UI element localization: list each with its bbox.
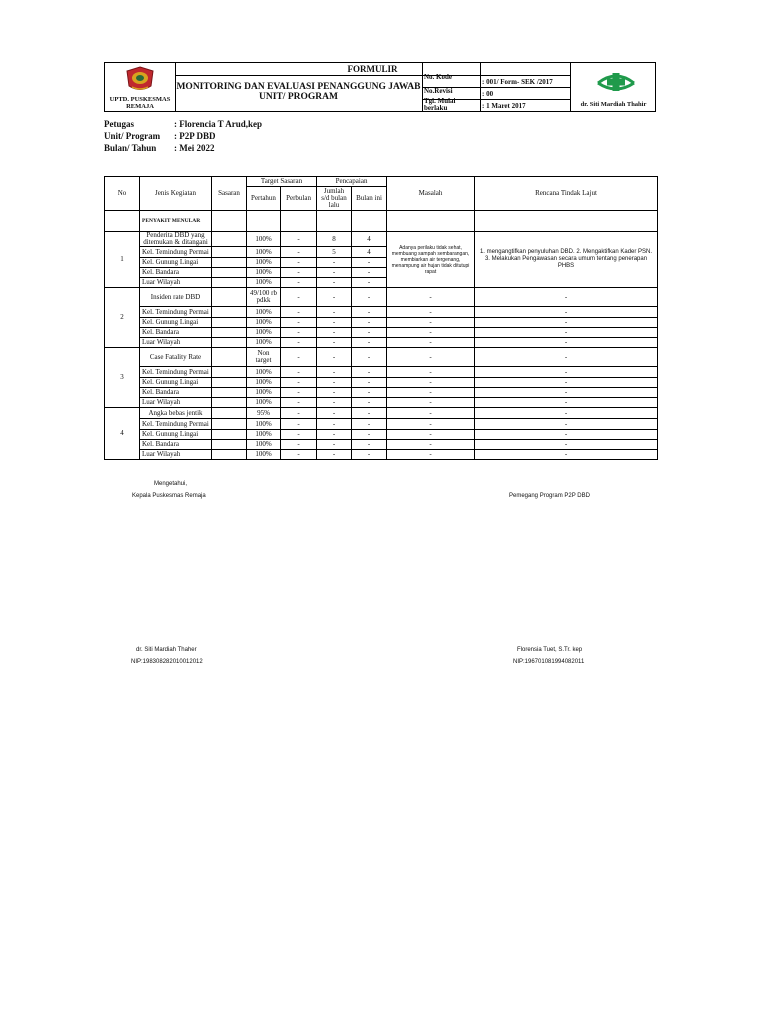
col-header-target: Target Sasaran [247, 177, 317, 187]
jenis-kegiatan-cell: Kel. Gunung Lingai [140, 318, 212, 328]
jenis-kegiatan-cell: Luar Wilayah [140, 338, 212, 348]
col-header-pencapaian: Pencapaian [317, 177, 387, 187]
rencana-cell: - [475, 338, 658, 348]
col-header-bulanini: Bulan ini [352, 187, 387, 211]
pertahun-cell: 100% [247, 378, 281, 388]
sign-right-nip: NIP:196701081994082011 [513, 659, 585, 665]
bulan-ini-cell: - [352, 258, 387, 268]
pertahun-cell: 100% [247, 258, 281, 268]
col-header-perbulan: Perbulan [281, 187, 317, 211]
monitoring-table [104, 176, 658, 460]
unit-label: Unit/ Program [104, 131, 161, 141]
masalah-cell: - [387, 440, 475, 450]
sasaran-cell [212, 268, 247, 278]
jumlah-cell: - [317, 348, 352, 367]
rencana-cell: - [475, 328, 658, 338]
rencana-cell: - [475, 367, 658, 378]
sign-left-line1: Mengetahui, [154, 481, 188, 487]
field-value-kode: : 001/ Form- SEK /2017 [482, 78, 553, 86]
row-number: 3 [105, 348, 140, 408]
bulan-ini-cell: - [352, 288, 387, 307]
perbulan-cell: - [281, 419, 317, 430]
formulir-title: FORMULIR [347, 64, 398, 74]
bulan-ini-cell: - [352, 378, 387, 388]
table-row [105, 430, 658, 440]
sign-left-name: dr. Siti Mardiah Thaher [136, 647, 197, 653]
header-signer: dr. Siti Mardiah Thahir [580, 101, 647, 108]
puskesmas-logo-icon [123, 66, 157, 94]
perbulan-cell: - [281, 278, 317, 288]
sasaran-cell [212, 348, 247, 367]
bulan-ini-cell: - [352, 398, 387, 408]
jenis-kegiatan-cell: Kel. Temindung Permai [140, 307, 212, 318]
unit-value: : P2P DBD [174, 131, 216, 141]
sasaran-cell [212, 419, 247, 430]
perbulan-cell: - [281, 388, 317, 398]
bulan-ini-cell: - [352, 450, 387, 460]
masalah-cell: - [387, 338, 475, 348]
perbulan-cell: - [281, 348, 317, 367]
jumlah-cell: - [317, 288, 352, 307]
jenis-kegiatan-cell: Case Fatality Rate [140, 348, 212, 367]
masalah-cell: - [387, 378, 475, 388]
field-label-tgl: Tgl. Mulai berlaku [424, 97, 456, 112]
rencana-cell: - [475, 307, 658, 318]
sign-right-line1: Pemegang Program P2P DBD [509, 493, 590, 499]
pertahun-cell: 100% [247, 419, 281, 430]
jenis-kegiatan-cell: Luar Wilayah [140, 398, 212, 408]
jenis-kegiatan-cell: Penderita DBD yang ditemukan & ditangani [140, 232, 212, 247]
form-header [104, 62, 656, 112]
masalah-cell: - [387, 388, 475, 398]
rencana-cell: - [475, 288, 658, 307]
perbulan-cell: - [281, 288, 317, 307]
sasaran-cell [212, 232, 247, 247]
table-row [105, 388, 658, 398]
perbulan-cell: - [281, 307, 317, 318]
jumlah-cell: 8 [317, 232, 352, 247]
rencana-cell: - [475, 419, 658, 430]
rencana-cell: 1. mengangtifkan penyuluhan DBD. 2. Mengaktifkan Kader PSN. 3. Melakukan Pengawasan secara umum tentang penerapan PHBS [475, 232, 658, 288]
jenis-kegiatan-cell: Kel. Bandara [140, 440, 212, 450]
jumlah-cell: - [317, 258, 352, 268]
sasaran-cell [212, 307, 247, 318]
table-row [105, 318, 658, 328]
jumlah-cell: - [317, 419, 352, 430]
table-row [105, 288, 658, 307]
jumlah-cell: - [317, 440, 352, 450]
perbulan-cell: - [281, 408, 317, 419]
table-row [105, 367, 658, 378]
jenis-kegiatan-cell: Kel. Gunung Lingai [140, 258, 212, 268]
perbulan-cell: - [281, 268, 317, 278]
jenis-kegiatan-cell: Luar Wilayah [140, 278, 212, 288]
jenis-kegiatan-cell: Kel. Gunung Lingai [140, 378, 212, 388]
jumlah-cell: 5 [317, 247, 352, 258]
col-header-sasaran: Sasaran [212, 177, 247, 211]
masalah-cell: - [387, 419, 475, 430]
table-row [105, 408, 658, 419]
petugas-label: Petugas [104, 119, 134, 129]
table-row [105, 440, 658, 450]
sasaran-cell [212, 408, 247, 419]
table-row [105, 338, 658, 348]
perbulan-cell: - [281, 378, 317, 388]
sasaran-cell [212, 378, 247, 388]
form-title-line1: MONITORING DAN EVALUASI PENANGGUNG JAWAB [176, 82, 421, 92]
pertahun-cell: 100% [247, 367, 281, 378]
pertahun-cell: 100% [247, 440, 281, 450]
petugas-value: : Florencia T Arud,kep [174, 119, 263, 129]
sasaran-cell [212, 398, 247, 408]
jenis-kegiatan-cell: Kel. Temindung Permai [140, 367, 212, 378]
bulan-ini-cell: - [352, 430, 387, 440]
bulan-ini-cell: - [352, 388, 387, 398]
rencana-cell: - [475, 398, 658, 408]
row-number: 1 [105, 232, 140, 288]
form-title-line2: UNIT/ PROGRAM [259, 92, 338, 102]
bulan-ini-cell: - [352, 307, 387, 318]
sasaran-cell [212, 247, 247, 258]
perbulan-cell: - [281, 338, 317, 348]
bulan-ini-cell: - [352, 367, 387, 378]
pertahun-cell: 100% [247, 307, 281, 318]
jumlah-cell: - [317, 338, 352, 348]
health-cross-icon [594, 67, 638, 95]
pertahun-cell: 100% [247, 388, 281, 398]
bulan-ini-cell: - [352, 268, 387, 278]
perbulan-cell: - [281, 232, 317, 247]
masalah-cell: - [387, 367, 475, 378]
col-header-rencana: Rencana Tindak Lajut [475, 177, 658, 211]
jumlah-cell: - [317, 388, 352, 398]
bulan-ini-cell: 4 [352, 232, 387, 247]
sasaran-cell [212, 430, 247, 440]
rencana-cell: - [475, 430, 658, 440]
jumlah-cell: - [317, 398, 352, 408]
jumlah-cell: - [317, 378, 352, 388]
sasaran-cell [212, 367, 247, 378]
field-value-tgl: : 1 Maret 2017 [482, 102, 526, 110]
perbulan-cell: - [281, 367, 317, 378]
col-header-masalah: Masalah [387, 177, 475, 211]
sasaran-cell [212, 288, 247, 307]
section-title: PENYAKIT MENULAR [140, 211, 212, 232]
sign-right-name: Florensia Tuet, S.Tr. kep [517, 647, 583, 653]
masalah-cell: - [387, 288, 475, 307]
masalah-cell: - [387, 430, 475, 440]
bulan-ini-cell: - [352, 419, 387, 430]
table-row [105, 450, 658, 460]
bulan-value: : Mei 2022 [174, 143, 215, 153]
perbulan-cell: - [281, 258, 317, 268]
rencana-cell: - [475, 388, 658, 398]
table-row [105, 419, 658, 430]
sign-left-nip: NIP:198308282010012012 [131, 659, 203, 665]
jumlah-cell: - [317, 278, 352, 288]
perbulan-cell: - [281, 398, 317, 408]
masalah-cell: - [387, 450, 475, 460]
perbulan-cell: - [281, 440, 317, 450]
pertahun-cell: 100% [247, 247, 281, 258]
pertahun-cell: 100% [247, 232, 281, 247]
sasaran-cell [212, 318, 247, 328]
table-row [105, 328, 658, 338]
pertahun-cell: 100% [247, 268, 281, 278]
field-label-revisi: No.Revisi [424, 87, 453, 95]
col-header-pertahun: Pertahun [247, 187, 281, 211]
bulan-ini-cell: - [352, 338, 387, 348]
sasaran-cell [212, 338, 247, 348]
rencana-cell: - [475, 378, 658, 388]
jenis-kegiatan-cell: Insiden rate DBD [140, 288, 212, 307]
sasaran-cell [212, 278, 247, 288]
jenis-kegiatan-cell: Kel. Bandara [140, 388, 212, 398]
pertahun-cell: 95% [247, 408, 281, 419]
bulan-ini-cell: - [352, 278, 387, 288]
masalah-cell: Adanya perilaku tidak sehat, membuang sampah sembarangan, membiarkan air tergenang, menampung air hujan tidak ditutupi rapat [387, 232, 475, 288]
jumlah-cell: - [317, 430, 352, 440]
table-row [105, 307, 658, 318]
perbulan-cell: - [281, 328, 317, 338]
bulan-ini-cell: - [352, 348, 387, 367]
pertahun-cell: 100% [247, 430, 281, 440]
sasaran-cell [212, 440, 247, 450]
bulan-ini-cell: - [352, 318, 387, 328]
jumlah-cell: - [317, 450, 352, 460]
pertahun-cell: 100% [247, 338, 281, 348]
org-name-line1: UPTD. PUSKESMAS [109, 96, 171, 103]
jenis-kegiatan-cell: Kel. Temindung Permai [140, 419, 212, 430]
pertahun-cell: 100% [247, 328, 281, 338]
field-label-kode: No. Kode [424, 73, 452, 81]
jenis-kegiatan-cell: Angka bebas jentik [140, 408, 212, 419]
row-number: 4 [105, 408, 140, 460]
perbulan-cell: - [281, 450, 317, 460]
pertahun-cell: 100% [247, 318, 281, 328]
bulan-label: Bulan/ Tahun [104, 143, 157, 153]
sasaran-cell [212, 328, 247, 338]
section-no-cell [105, 211, 140, 232]
col-header-jumlah: Jumlah s/d bulan lalu [317, 187, 352, 211]
bulan-ini-cell: - [352, 408, 387, 419]
table-row [105, 348, 658, 367]
bulan-ini-cell: - [352, 440, 387, 450]
sign-left-line2: Kepala Puskesmas Remaja [132, 493, 206, 499]
jenis-kegiatan-cell: Luar Wilayah [140, 450, 212, 460]
bulan-ini-cell: 4 [352, 247, 387, 258]
col-header-jenis: Jenis Kegiatan [140, 177, 212, 211]
masalah-cell: - [387, 318, 475, 328]
rencana-cell: - [475, 348, 658, 367]
row-number: 2 [105, 288, 140, 348]
perbulan-cell: - [281, 247, 317, 258]
rencana-cell: - [475, 408, 658, 419]
field-value-revisi: : 00 [482, 90, 494, 98]
jumlah-cell: - [317, 268, 352, 278]
jumlah-cell: - [317, 367, 352, 378]
rencana-cell: - [475, 450, 658, 460]
sasaran-cell [212, 258, 247, 268]
org-name-line2: REMAJA [126, 103, 154, 110]
jumlah-cell: - [317, 408, 352, 419]
sasaran-cell [212, 450, 247, 460]
masalah-cell: - [387, 398, 475, 408]
col-header-no: No [105, 177, 140, 211]
rencana-cell: - [475, 440, 658, 450]
bulan-ini-cell: - [352, 328, 387, 338]
pertahun-cell: Non target [247, 348, 281, 367]
perbulan-cell: - [281, 318, 317, 328]
pertahun-cell: 100% [247, 398, 281, 408]
pertahun-cell: 100% [247, 450, 281, 460]
masalah-cell: - [387, 307, 475, 318]
sasaran-cell [212, 388, 247, 398]
jenis-kegiatan-cell: Kel. Gunung Lingai [140, 430, 212, 440]
jenis-kegiatan-cell: Kel. Temindung Permai [140, 247, 212, 258]
jenis-kegiatan-cell: Kel. Bandara [140, 328, 212, 338]
pertahun-cell: 100% [247, 278, 281, 288]
jumlah-cell: - [317, 328, 352, 338]
masalah-cell: - [387, 348, 475, 367]
jenis-kegiatan-cell: Kel. Bandara [140, 268, 212, 278]
table-row [105, 378, 658, 388]
perbulan-cell: - [281, 430, 317, 440]
rencana-cell: - [475, 318, 658, 328]
masalah-cell: - [387, 328, 475, 338]
table-row [105, 232, 658, 247]
masalah-cell: - [387, 408, 475, 419]
jumlah-cell: - [317, 307, 352, 318]
pertahun-cell: 49/100 rb pdkk [247, 288, 281, 307]
table-row [105, 398, 658, 408]
jumlah-cell: - [317, 318, 352, 328]
